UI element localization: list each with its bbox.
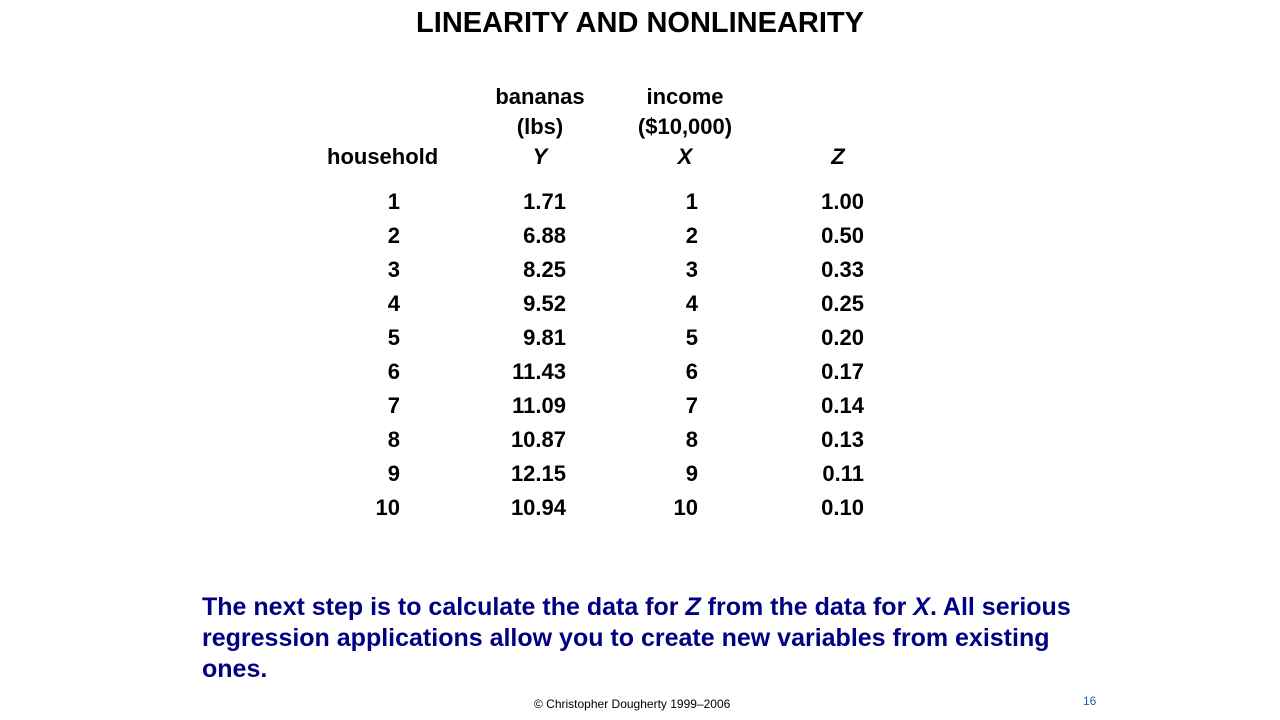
cell-household: 5 xyxy=(387,325,400,350)
cell-x: 4 xyxy=(685,291,698,316)
header-z-symbol: Z xyxy=(831,144,845,169)
header-y-unit: (lbs) xyxy=(516,114,564,139)
cell-x: 5 xyxy=(685,325,698,350)
cell-household: 2 xyxy=(387,223,400,248)
cell-household: 9 xyxy=(387,461,400,486)
header-x-symbol: X xyxy=(677,144,693,169)
cell-x: 2 xyxy=(685,223,698,248)
note-var-x: X xyxy=(913,593,930,621)
cell-household: 3 xyxy=(387,257,400,282)
note-text-1: The next step is to calculate the data for xyxy=(202,593,686,621)
cell-y: 11.09 xyxy=(512,393,566,418)
cell-y: 11.43 xyxy=(512,359,566,384)
cell-y: 12.15 xyxy=(510,461,566,486)
cell-y: 1.71 xyxy=(523,189,566,214)
header-x-name: income xyxy=(646,84,724,109)
cell-x: 1 xyxy=(685,189,698,214)
cell-y: 6.88 xyxy=(523,223,566,248)
cell-z: 0.17 xyxy=(821,359,864,384)
cell-z: 1.00 xyxy=(821,189,864,214)
cell-household: 10 xyxy=(375,495,400,520)
cell-x: 6 xyxy=(685,359,698,384)
header-y-name: bananas xyxy=(495,84,585,109)
header-household: household xyxy=(327,144,439,169)
note-var-z: Z xyxy=(685,593,701,621)
slide-title: LINEARITY AND NONLINEARITY xyxy=(416,7,864,39)
cell-x: 8 xyxy=(685,427,698,452)
explanation-text xyxy=(202,592,1082,685)
copyright: © Christopher Dougherty 1999–2006 xyxy=(534,697,731,711)
note-text-2: from the data for xyxy=(700,593,914,621)
cell-x: 9 xyxy=(685,461,698,486)
cell-z: 0.13 xyxy=(821,427,864,452)
cell-z: 0.11 xyxy=(822,461,864,486)
cell-household: 4 xyxy=(387,291,400,316)
cell-household: 1 xyxy=(387,189,400,214)
cell-y: 10.87 xyxy=(510,427,566,452)
cell-y: 10.94 xyxy=(510,495,566,520)
cell-z: 0.10 xyxy=(821,495,864,520)
cell-x: 7 xyxy=(685,393,698,418)
cell-y: 9.81 xyxy=(523,325,566,350)
note-text-3: . All serious regression applications allow you to create new variables from existing ones. xyxy=(202,593,1071,683)
cell-household: 8 xyxy=(387,427,400,452)
cell-z: 0.14 xyxy=(821,393,864,418)
header-y-symbol: Y xyxy=(532,144,548,169)
header-x-unit: ($10,000) xyxy=(637,114,733,139)
cell-household: 6 xyxy=(387,359,400,384)
cell-household: 7 xyxy=(387,393,400,418)
cell-z: 0.25 xyxy=(821,291,864,316)
cell-x: 3 xyxy=(685,257,698,282)
cell-z: 0.33 xyxy=(821,257,864,282)
cell-z: 0.20 xyxy=(821,325,864,350)
cell-y: 9.52 xyxy=(523,291,566,316)
cell-z: 0.50 xyxy=(821,223,864,248)
cell-y: 8.25 xyxy=(523,257,566,282)
cell-x: 10 xyxy=(673,495,698,520)
page-number: 16 xyxy=(1083,694,1097,708)
